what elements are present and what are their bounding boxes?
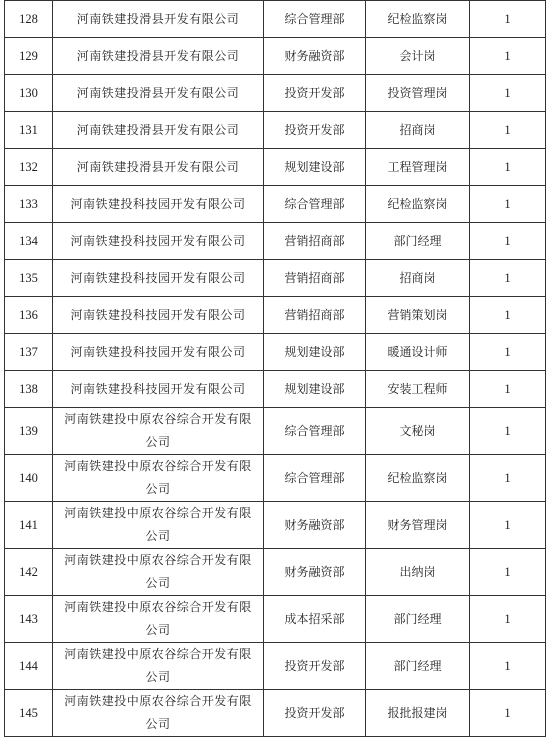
position-cell: 安装工程师 xyxy=(366,371,470,408)
company-line-1: 河南铁建投中原农谷综合开发有限 xyxy=(64,600,252,614)
department-cell: 营销招商部 xyxy=(264,297,366,334)
headcount-cell: 1 xyxy=(470,260,546,297)
seq-cell: 137 xyxy=(5,334,53,371)
position-cell: 会计岗 xyxy=(366,38,470,75)
company-line-1: 河南铁建投中原农谷综合开发有限 xyxy=(64,694,252,708)
department-cell: 综合管理部 xyxy=(264,408,366,455)
company-line-1: 河南铁建投中原农谷综合开发有限 xyxy=(64,459,252,473)
headcount-cell: 1 xyxy=(470,38,546,75)
department-cell: 规划建设部 xyxy=(264,149,366,186)
headcount-cell: 1 xyxy=(470,1,546,38)
seq-cell: 133 xyxy=(5,186,53,223)
position-cell: 招商岗 xyxy=(366,112,470,149)
company-cell: 河南铁建投滑县开发有限公司 xyxy=(53,112,264,149)
headcount-cell: 1 xyxy=(470,223,546,260)
company-cell: 河南铁建投科技园开发有限公司 xyxy=(53,371,264,408)
company-cell xyxy=(53,596,264,643)
seq-cell: 132 xyxy=(5,149,53,186)
table-row xyxy=(5,149,546,186)
table-row xyxy=(5,297,546,334)
department-cell: 营销招商部 xyxy=(264,260,366,297)
seq-cell: 139 xyxy=(5,408,53,455)
company-cell: 河南铁建投科技园开发有限公司 xyxy=(53,260,264,297)
position-cell: 文秘岗 xyxy=(366,408,470,455)
company-cell: 河南铁建投科技园开发有限公司 xyxy=(53,297,264,334)
position-cell: 投资管理岗 xyxy=(366,75,470,112)
headcount-cell: 1 xyxy=(470,408,546,455)
department-cell: 综合管理部 xyxy=(264,1,366,38)
seq-cell: 141 xyxy=(5,502,53,549)
position-cell: 部门经理 xyxy=(366,643,470,690)
position-cell: 部门经理 xyxy=(366,596,470,643)
company-cell: 河南铁建投滑县开发有限公司 xyxy=(53,38,264,75)
table-row xyxy=(5,408,546,455)
seq-cell: 135 xyxy=(5,260,53,297)
company-line-2: 公司 xyxy=(145,482,171,496)
headcount-cell: 1 xyxy=(470,643,546,690)
seq-cell: 134 xyxy=(5,223,53,260)
seq-cell: 128 xyxy=(5,1,53,38)
table-row xyxy=(5,75,546,112)
headcount-cell: 1 xyxy=(470,596,546,643)
table-row xyxy=(5,186,546,223)
headcount-cell: 1 xyxy=(470,549,546,596)
table-row xyxy=(5,690,546,737)
headcount-cell: 1 xyxy=(470,371,546,408)
company-cell: 河南铁建投科技园开发有限公司 xyxy=(53,223,264,260)
position-cell: 纪检监察岗 xyxy=(366,1,470,38)
table-row xyxy=(5,223,546,260)
headcount-cell: 1 xyxy=(470,455,546,502)
job-positions-table xyxy=(4,0,546,737)
company-cell: 河南铁建投科技园开发有限公司 xyxy=(53,334,264,371)
headcount-cell: 1 xyxy=(470,690,546,737)
headcount-cell: 1 xyxy=(470,502,546,549)
position-cell: 招商岗 xyxy=(366,260,470,297)
department-cell: 投资开发部 xyxy=(264,643,366,690)
position-cell: 营销策划岗 xyxy=(366,297,470,334)
seq-cell: 140 xyxy=(5,455,53,502)
table-row xyxy=(5,38,546,75)
seq-cell: 136 xyxy=(5,297,53,334)
table-row xyxy=(5,549,546,596)
company-line-2: 公司 xyxy=(145,623,171,637)
company-cell xyxy=(53,408,264,455)
department-cell: 财务融资部 xyxy=(264,549,366,596)
headcount-cell: 1 xyxy=(470,334,546,371)
company-cell: 河南铁建投科技园开发有限公司 xyxy=(53,186,264,223)
table-row xyxy=(5,643,546,690)
company-cell xyxy=(53,690,264,737)
position-cell: 财务管理岗 xyxy=(366,502,470,549)
company-line-2: 公司 xyxy=(145,529,171,543)
company-line-2: 公司 xyxy=(145,717,171,731)
table-row xyxy=(5,334,546,371)
table-row xyxy=(5,1,546,38)
seq-cell: 145 xyxy=(5,690,53,737)
seq-cell: 131 xyxy=(5,112,53,149)
company-line-1: 河南铁建投中原农谷综合开发有限 xyxy=(64,553,252,567)
headcount-cell: 1 xyxy=(470,75,546,112)
position-cell: 暖通设计师 xyxy=(366,334,470,371)
company-line-2: 公司 xyxy=(145,576,171,590)
company-cell xyxy=(53,455,264,502)
headcount-cell: 1 xyxy=(470,297,546,334)
company-line-2: 公司 xyxy=(145,670,171,684)
company-line-1: 河南铁建投中原农谷综合开发有限 xyxy=(64,506,252,520)
seq-cell: 144 xyxy=(5,643,53,690)
seq-cell: 130 xyxy=(5,75,53,112)
seq-cell: 138 xyxy=(5,371,53,408)
position-cell: 工程管理岗 xyxy=(366,149,470,186)
company-line-1: 河南铁建投中原农谷综合开发有限 xyxy=(64,647,252,661)
table-row xyxy=(5,502,546,549)
department-cell: 投资开发部 xyxy=(264,75,366,112)
seq-cell: 143 xyxy=(5,596,53,643)
department-cell: 规划建设部 xyxy=(264,371,366,408)
headcount-cell: 1 xyxy=(470,149,546,186)
position-cell: 纪检监察岗 xyxy=(366,186,470,223)
seq-cell: 129 xyxy=(5,38,53,75)
position-cell: 报批报建岗 xyxy=(366,690,470,737)
table-row xyxy=(5,455,546,502)
department-cell: 成本招采部 xyxy=(264,596,366,643)
department-cell: 综合管理部 xyxy=(264,186,366,223)
department-cell: 财务融资部 xyxy=(264,502,366,549)
table-row xyxy=(5,596,546,643)
company-line-1: 河南铁建投中原农谷综合开发有限 xyxy=(64,412,252,426)
company-cell: 河南铁建投滑县开发有限公司 xyxy=(53,75,264,112)
department-cell: 财务融资部 xyxy=(264,38,366,75)
position-cell: 出纳岗 xyxy=(366,549,470,596)
table-row xyxy=(5,112,546,149)
department-cell: 综合管理部 xyxy=(264,455,366,502)
position-cell: 部门经理 xyxy=(366,223,470,260)
company-cell xyxy=(53,549,264,596)
table-row xyxy=(5,371,546,408)
company-line-2: 公司 xyxy=(145,435,171,449)
department-cell: 投资开发部 xyxy=(264,112,366,149)
company-cell: 河南铁建投滑县开发有限公司 xyxy=(53,149,264,186)
headcount-cell: 1 xyxy=(470,186,546,223)
department-cell: 营销招商部 xyxy=(264,223,366,260)
seq-cell: 142 xyxy=(5,549,53,596)
department-cell: 规划建设部 xyxy=(264,334,366,371)
headcount-cell: 1 xyxy=(470,112,546,149)
position-cell: 纪检监察岗 xyxy=(366,455,470,502)
company-cell: 河南铁建投滑县开发有限公司 xyxy=(53,1,264,38)
company-cell xyxy=(53,643,264,690)
company-cell xyxy=(53,502,264,549)
department-cell: 投资开发部 xyxy=(264,690,366,737)
table-row xyxy=(5,260,546,297)
